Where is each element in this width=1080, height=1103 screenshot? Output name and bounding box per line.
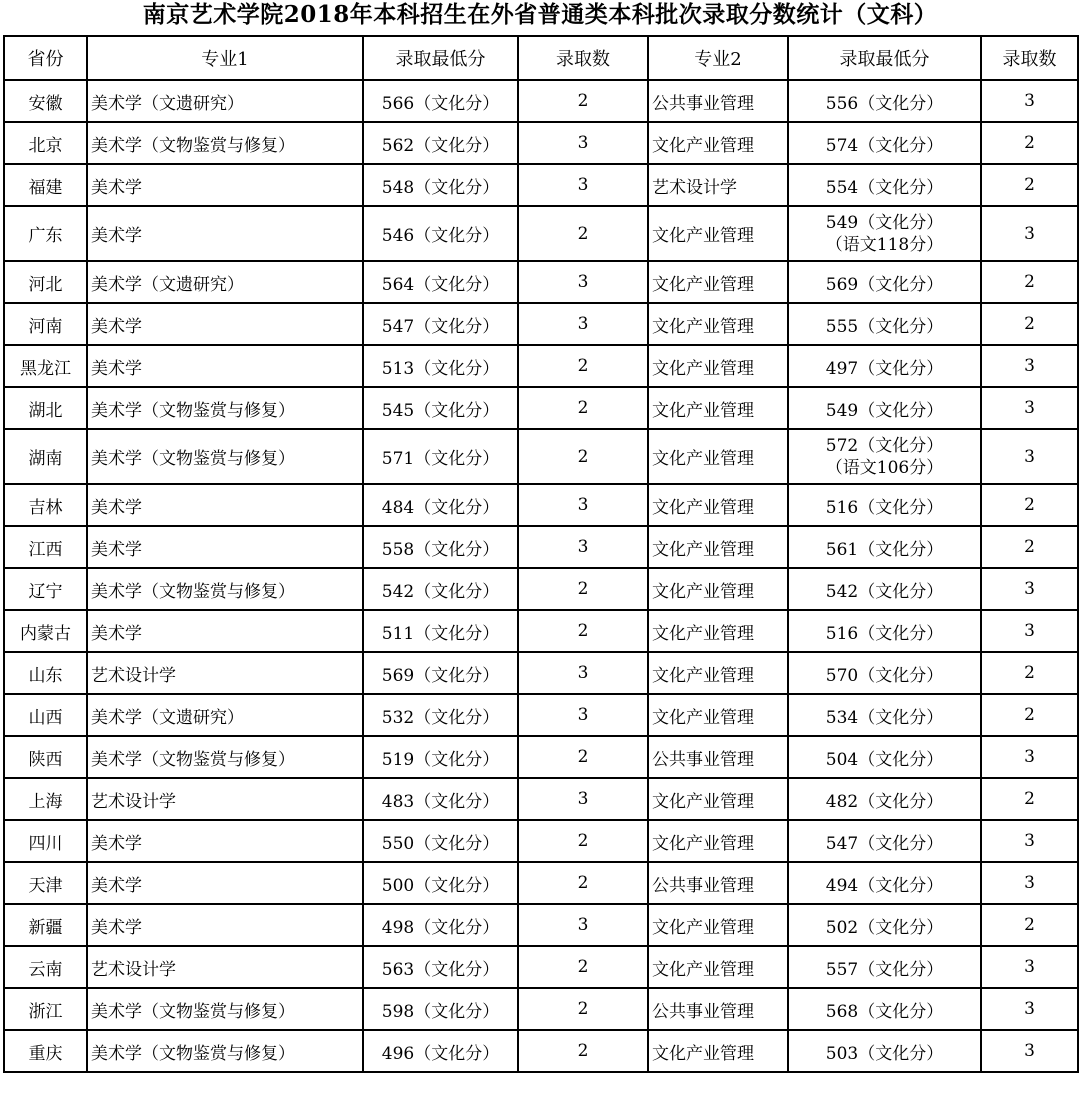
major2-cell: 艺术设计学 [648,164,788,206]
min-score1-cell: 598（文化分） [363,988,518,1030]
table-row [4,778,1078,820]
major2-cell: 文化产业管理 [648,1030,788,1072]
count1-cell: 2 [518,862,648,904]
table-row [4,526,1078,568]
min-score1-cell: 571（文化分） [363,429,518,484]
header-min-score2: 录取最低分 [788,36,981,80]
min-score1-cell: 511（文化分） [363,610,518,652]
count1-cell: 2 [518,568,648,610]
count2-cell: 3 [981,80,1078,122]
major1-cell: 美术学（文物鉴赏与修复） [87,988,363,1030]
count1-cell: 2 [518,345,648,387]
province-cell: 山西 [4,694,87,736]
province-cell: 内蒙古 [4,610,87,652]
count1-cell: 2 [518,946,648,988]
min-score1-cell: 532（文化分） [363,694,518,736]
major1-cell: 美术学 [87,345,363,387]
count2-cell: 3 [981,610,1078,652]
major1-cell: 美术学（文遗研究） [87,694,363,736]
min-score2-cell: 494（文化分） [788,862,981,904]
major1-cell: 美术学 [87,526,363,568]
count2-cell: 3 [981,820,1078,862]
major1-cell: 美术学（文遗研究） [87,261,363,303]
major2-cell: 公共事业管理 [648,80,788,122]
min-score2-cell: 482（文化分） [788,778,981,820]
count1-cell: 3 [518,484,648,526]
major1-cell: 艺术设计学 [87,946,363,988]
min-score2-cell: 568（文化分） [788,988,981,1030]
count2-cell: 2 [981,484,1078,526]
count2-cell: 2 [981,778,1078,820]
count2-cell: 2 [981,526,1078,568]
province-cell: 陕西 [4,736,87,778]
min-score1-cell: 496（文化分） [363,1030,518,1072]
count1-cell: 2 [518,80,648,122]
table-row [4,946,1078,988]
count2-cell: 3 [981,988,1078,1030]
province-cell: 天津 [4,862,87,904]
major2-cell: 文化产业管理 [648,778,788,820]
major2-cell: 公共事业管理 [648,862,788,904]
min-score1-cell: 564（文化分） [363,261,518,303]
header-count1: 录取数 [518,36,648,80]
min-score2-value: 549（文化分） [825,212,944,233]
min-score2-cell [788,429,981,484]
min-score2-cell: 516（文化分） [788,610,981,652]
major1-cell: 美术学 [87,484,363,526]
count1-cell: 3 [518,261,648,303]
count1-cell: 2 [518,820,648,862]
table-row [4,484,1078,526]
min-score2-cell: 534（文化分） [788,694,981,736]
major2-cell: 文化产业管理 [648,303,788,345]
min-score2-cell: 516（文化分） [788,484,981,526]
major2-cell: 文化产业管理 [648,610,788,652]
count1-cell: 2 [518,387,648,429]
count2-cell: 3 [981,736,1078,778]
min-score2-cell: 504（文化分） [788,736,981,778]
major2-cell: 文化产业管理 [648,122,788,164]
province-cell: 湖北 [4,387,87,429]
table-row [4,904,1078,946]
count1-cell: 3 [518,652,648,694]
province-cell: 新疆 [4,904,87,946]
header-major1: 专业1 [87,36,363,80]
major1-cell: 美术学 [87,820,363,862]
count2-cell: 2 [981,303,1078,345]
table-row [4,694,1078,736]
major1-cell: 美术学（文物鉴赏与修复） [87,387,363,429]
major2-cell: 文化产业管理 [648,526,788,568]
count1-cell: 2 [518,1030,648,1072]
count2-cell: 2 [981,694,1078,736]
min-score1-cell: 484（文化分） [363,484,518,526]
table-row [4,429,1078,484]
min-score2-note: （语文106分） [825,457,944,478]
major2-cell: 文化产业管理 [648,568,788,610]
count1-cell: 2 [518,736,648,778]
province-cell: 安徽 [4,80,87,122]
table-row [4,568,1078,610]
table-row [4,736,1078,778]
major2-cell: 文化产业管理 [648,694,788,736]
major2-cell: 文化产业管理 [648,946,788,988]
major2-cell: 文化产业管理 [648,345,788,387]
count2-cell: 2 [981,164,1078,206]
major2-cell: 文化产业管理 [648,820,788,862]
province-cell: 河南 [4,303,87,345]
province-cell: 辽宁 [4,568,87,610]
major2-cell: 文化产业管理 [648,206,788,261]
major2-cell: 公共事业管理 [648,736,788,778]
count2-cell: 3 [981,429,1078,484]
table-row [4,122,1078,164]
province-cell: 浙江 [4,988,87,1030]
province-cell: 福建 [4,164,87,206]
count1-cell: 3 [518,122,648,164]
major2-cell: 文化产业管理 [648,387,788,429]
min-score1-cell: 498（文化分） [363,904,518,946]
major1-cell: 美术学 [87,904,363,946]
count2-cell: 3 [981,568,1078,610]
min-score1-cell: 500（文化分） [363,862,518,904]
min-score1-cell: 558（文化分） [363,526,518,568]
count2-cell: 2 [981,261,1078,303]
min-score2-cell: 570（文化分） [788,652,981,694]
min-score1-cell: 550（文化分） [363,820,518,862]
min-score2-cell: 561（文化分） [788,526,981,568]
min-score2-cell: 547（文化分） [788,820,981,862]
province-cell: 北京 [4,122,87,164]
min-score1-cell: 562（文化分） [363,122,518,164]
table-row [4,206,1078,261]
min-score1-cell: 545（文化分） [363,387,518,429]
table-row [4,820,1078,862]
count2-cell: 2 [981,652,1078,694]
min-score2-cell: 502（文化分） [788,904,981,946]
count1-cell: 2 [518,988,648,1030]
major1-cell: 艺术设计学 [87,652,363,694]
province-cell: 河北 [4,261,87,303]
major1-cell: 美术学（文物鉴赏与修复） [87,568,363,610]
min-score2-cell: 574（文化分） [788,122,981,164]
table-row [4,988,1078,1030]
table-row [4,610,1078,652]
major1-cell: 美术学（文物鉴赏与修复） [87,429,363,484]
page-title: 南京艺术学院2018年本科招生在外省普通类本科批次录取分数统计（文科） [142,1,938,28]
count2-cell: 2 [981,904,1078,946]
table-row [4,1030,1078,1072]
header-major2: 专业2 [648,36,788,80]
min-score1-cell: 563（文化分） [363,946,518,988]
table-row [4,387,1078,429]
major1-cell: 美术学 [87,303,363,345]
admission-score-table [3,35,1079,1073]
count2-cell: 2 [981,122,1078,164]
province-cell: 湖南 [4,429,87,484]
province-cell: 山东 [4,652,87,694]
major1-cell: 美术学 [87,862,363,904]
major1-cell: 美术学 [87,610,363,652]
province-cell: 重庆 [4,1030,87,1072]
major1-cell: 美术学（文物鉴赏与修复） [87,122,363,164]
count2-cell: 3 [981,946,1078,988]
count1-cell: 3 [518,303,648,345]
min-score2-cell: 555（文化分） [788,303,981,345]
min-score2-value: 572（文化分） [825,435,944,456]
header-min-score1: 录取最低分 [363,36,518,80]
min-score2-cell: 497（文化分） [788,345,981,387]
min-score1-cell: 548（文化分） [363,164,518,206]
count1-cell: 2 [518,610,648,652]
min-score1-cell: 569（文化分） [363,652,518,694]
major2-cell: 公共事业管理 [648,988,788,1030]
table-row [4,261,1078,303]
count1-cell: 2 [518,206,648,261]
count2-cell: 3 [981,345,1078,387]
province-cell: 黑龙江 [4,345,87,387]
major1-cell: 美术学（文遗研究） [87,80,363,122]
min-score2-cell: 542（文化分） [788,568,981,610]
table-body [4,80,1078,1072]
count1-cell: 3 [518,694,648,736]
count1-cell: 3 [518,778,648,820]
province-cell: 上海 [4,778,87,820]
min-score2-cell [788,206,981,261]
min-score2-cell: 549（文化分） [788,387,981,429]
province-cell: 吉林 [4,484,87,526]
major2-cell: 文化产业管理 [648,429,788,484]
min-score1-cell: 566（文化分） [363,80,518,122]
count2-cell: 3 [981,206,1078,261]
major1-cell: 艺术设计学 [87,778,363,820]
header-count2: 录取数 [981,36,1078,80]
count2-cell: 3 [981,1030,1078,1072]
table-row [4,862,1078,904]
min-score2-cell: 557（文化分） [788,946,981,988]
min-score2-cell: 556（文化分） [788,80,981,122]
table-row [4,80,1078,122]
min-score1-cell: 546（文化分） [363,206,518,261]
count1-cell: 3 [518,526,648,568]
major1-cell: 美术学 [87,164,363,206]
major1-cell: 美术学（文物鉴赏与修复） [87,736,363,778]
province-cell: 广东 [4,206,87,261]
min-score1-cell: 547（文化分） [363,303,518,345]
count1-cell: 3 [518,904,648,946]
count1-cell: 3 [518,164,648,206]
major2-cell: 文化产业管理 [648,484,788,526]
count1-cell: 2 [518,429,648,484]
min-score1-cell: 483（文化分） [363,778,518,820]
header-province: 省份 [4,36,87,80]
min-score1-cell: 513（文化分） [363,345,518,387]
table-row [4,652,1078,694]
province-cell: 云南 [4,946,87,988]
table-header-row [4,36,1078,80]
major1-cell: 美术学（文物鉴赏与修复） [87,1030,363,1072]
table-row [4,164,1078,206]
table-row [4,345,1078,387]
min-score2-cell: 554（文化分） [788,164,981,206]
min-score1-cell: 542（文化分） [363,568,518,610]
min-score2-note: （语文118分） [825,234,944,255]
major1-cell: 美术学 [87,206,363,261]
count2-cell: 3 [981,387,1078,429]
province-cell: 四川 [4,820,87,862]
province-cell: 江西 [4,526,87,568]
min-score1-cell: 519（文化分） [363,736,518,778]
major2-cell: 文化产业管理 [648,652,788,694]
count2-cell: 3 [981,862,1078,904]
min-score2-cell: 503（文化分） [788,1030,981,1072]
major2-cell: 文化产业管理 [648,261,788,303]
table-row [4,303,1078,345]
min-score2-cell: 569（文化分） [788,261,981,303]
major2-cell: 文化产业管理 [648,904,788,946]
